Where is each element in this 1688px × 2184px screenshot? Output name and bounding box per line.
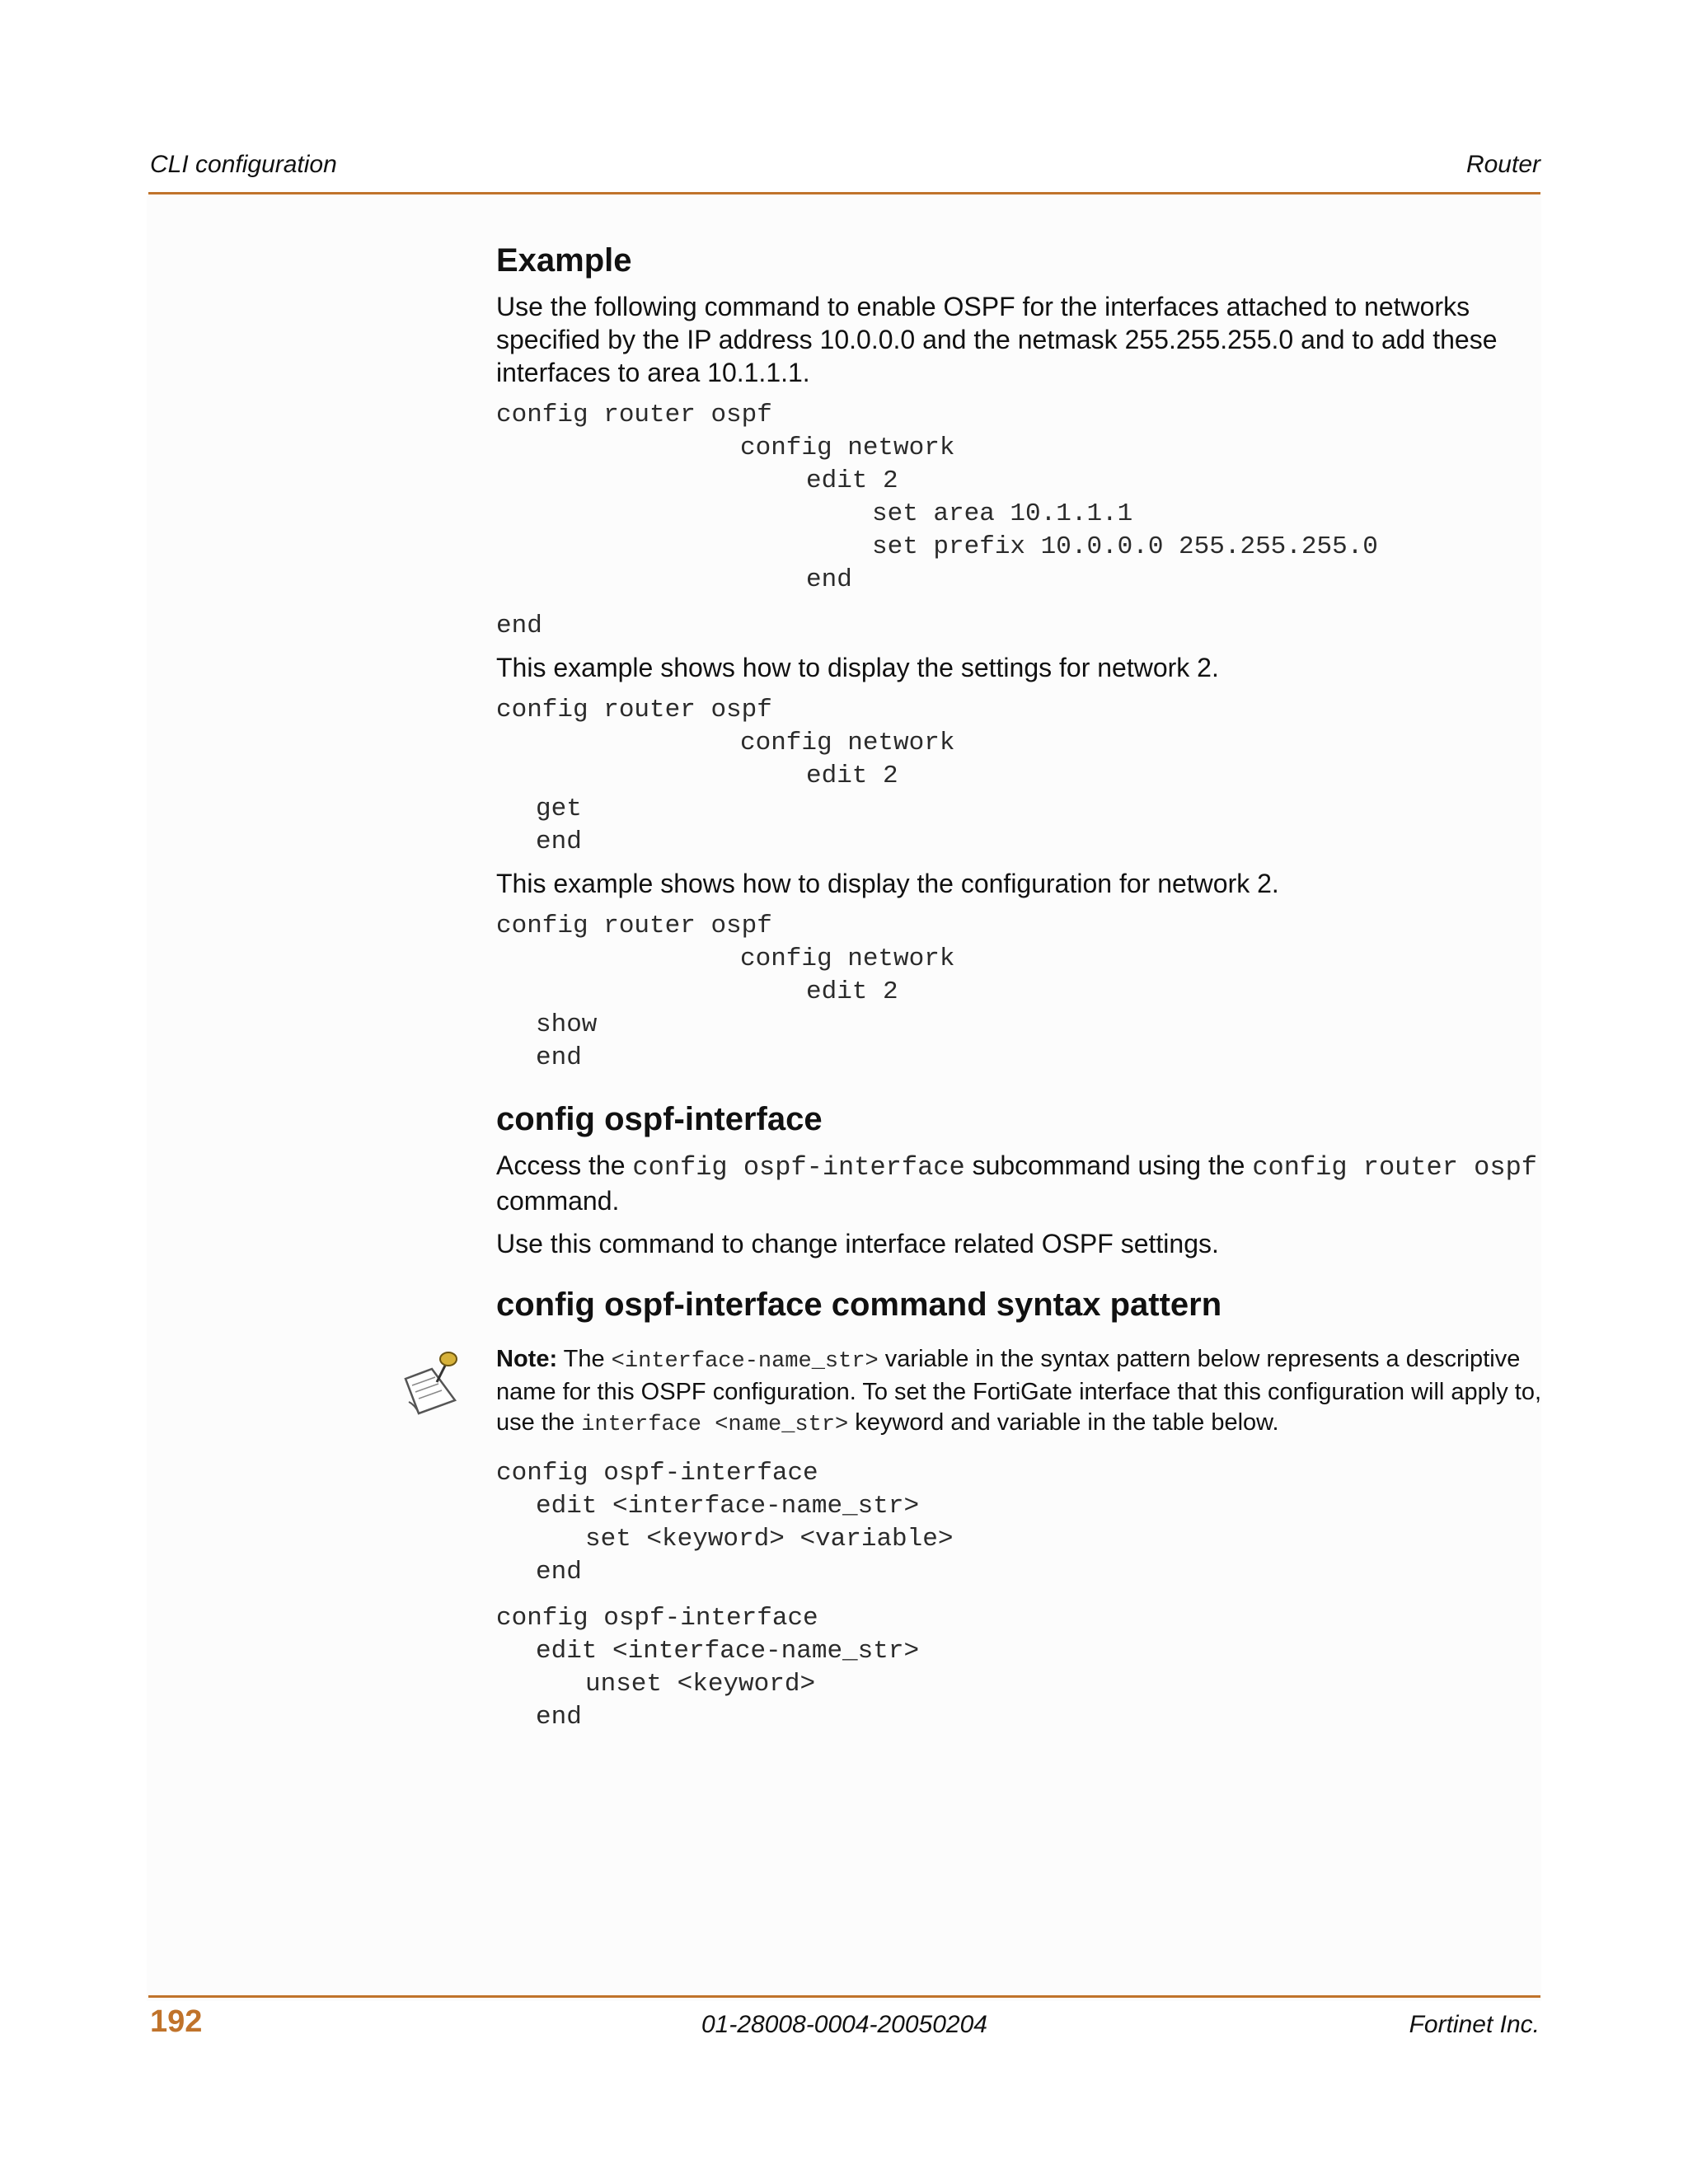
code-block-show xyxy=(496,910,1543,1075)
header-chapter: Router xyxy=(1465,151,1540,178)
example-para-settings: This example shows how to display the settings for network 2. xyxy=(496,653,1219,682)
code-line: config network xyxy=(740,434,955,462)
syntax-heading: config ospf-interface command syntax pattern xyxy=(496,1286,1222,1323)
code-line: config router ospf xyxy=(496,401,772,429)
code-line: end xyxy=(536,827,582,856)
ospf-interface-access: Access the config ospf-interface subcommand using the config router ospf command. xyxy=(496,1151,1537,1216)
code-line: end xyxy=(536,1558,582,1586)
code-line: edit <interface-name_str> xyxy=(536,1492,920,1521)
ospf-interface-use: Use this command to change interface related OSPF settings. xyxy=(496,1229,1219,1258)
code-line: config network xyxy=(740,729,955,757)
code-line: end xyxy=(806,565,852,594)
ospf-interface-heading: config ospf-interface xyxy=(496,1101,823,1137)
example-heading: Example xyxy=(496,242,632,279)
code-line: end xyxy=(536,1703,582,1732)
note-pushpin-icon xyxy=(394,1344,468,1418)
code-line: set <keyword> <variable> xyxy=(585,1525,954,1554)
document-id: 01-28008-0004-20050204 xyxy=(701,2011,987,2038)
code-line: config ospf-interface xyxy=(496,1604,818,1633)
code-line: end xyxy=(496,612,542,640)
code-line: edit <interface-name_str> xyxy=(536,1637,920,1666)
code-line: set prefix 10.0.0.0 255.255.255.0 xyxy=(872,532,1378,561)
code-line: edit 2 xyxy=(806,762,898,790)
footer-rule xyxy=(148,1995,1540,1998)
header-rule xyxy=(148,192,1540,194)
code-block-get xyxy=(496,694,1543,859)
company-name: Fortinet Inc. xyxy=(1409,2011,1540,2038)
code-line: config router ospf xyxy=(496,912,772,940)
code-line: set area 10.1.1.1 xyxy=(872,499,1133,528)
example-intro: Use the following command to enable OSPF for the interfaces attached to networks specified by the IP address 10.0.0.0 and the netmask 255.255.255.0 and to add these interfaces to area 10.1.1.1. xyxy=(496,292,1498,387)
code-line: edit 2 xyxy=(806,977,898,1006)
code-block-syntax-set xyxy=(496,1457,1543,1589)
code-line: edit 2 xyxy=(806,466,898,495)
code-line: end xyxy=(536,1043,582,1072)
example-para-config: This example shows how to display the configuration for network 2. xyxy=(496,869,1279,898)
code-line: config ospf-interface xyxy=(496,1459,818,1488)
code-line: config router ospf xyxy=(496,696,772,724)
note-block xyxy=(496,1344,1543,1441)
code-line: config network xyxy=(740,944,955,973)
code-line: show xyxy=(536,1010,598,1039)
code-line: unset <keyword> xyxy=(585,1670,816,1699)
code-line: get xyxy=(536,794,582,823)
header-section: CLI configuration xyxy=(150,151,337,178)
code-block-syntax-unset xyxy=(496,1602,1543,1734)
code-block-enable-ospf xyxy=(496,399,1543,643)
note-text: Note: The <interface-name_str> variable in the syntax pattern below represents a descriptive name for this OSPF configuration. To set the FortiGate interface that this configuration will apply to, use the interface <name_str> keyword and variable in the table below. xyxy=(496,1346,1542,1437)
page-content xyxy=(496,229,1543,1742)
page-number: 192 xyxy=(150,2004,203,2039)
